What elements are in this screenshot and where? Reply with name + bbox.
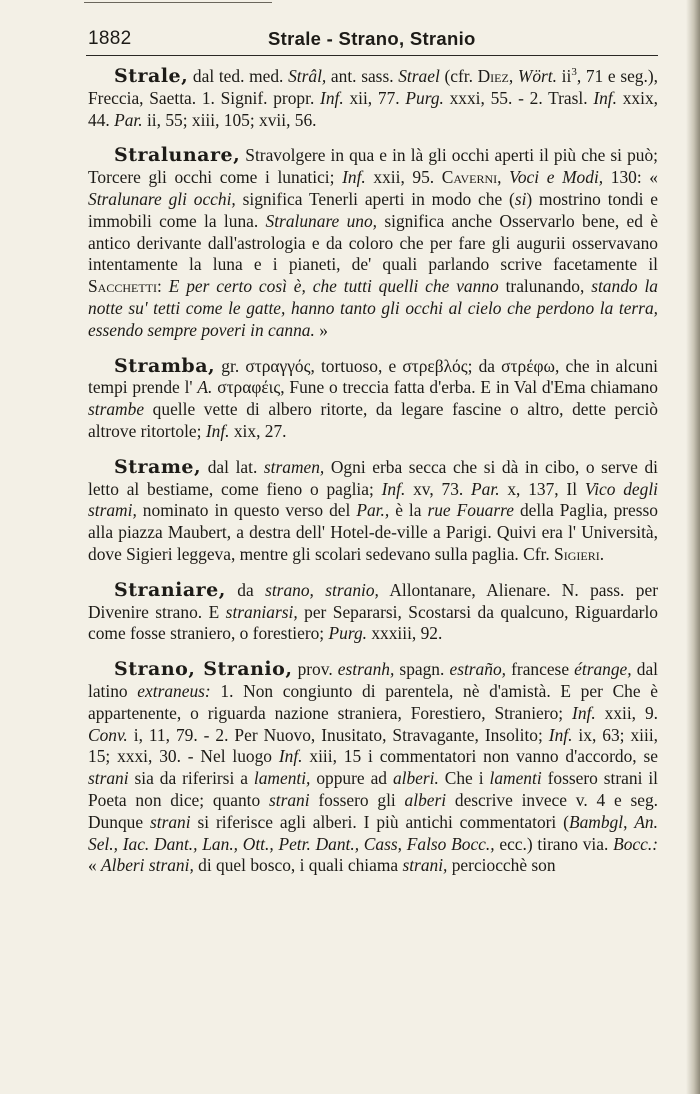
body-text: xiii, 15 i commentatori non vanno d'accordo, se (302, 746, 658, 767)
body-text: , (623, 811, 635, 832)
body-text: x, 137, Il (499, 478, 585, 499)
italic-text: rue Fouarre (427, 500, 514, 521)
body-text: perciocchè son (447, 855, 556, 876)
running-head: Strale - Strano, Stranio (268, 28, 476, 49)
italic-text: extraneus: (137, 680, 211, 701)
italic-text: strambe (88, 399, 145, 420)
body-text: francese (506, 659, 575, 680)
body-text: « (88, 855, 102, 876)
entry-headword: Strale, (114, 65, 189, 87)
italic-text: Strael (398, 66, 440, 86)
body-text: 3 (571, 66, 577, 79)
italic-text: Purg. (328, 623, 367, 644)
italic-text: E per certo così è, che tutti quelli che vanno (168, 276, 499, 297)
body-text: è la (389, 500, 428, 521)
small-caps-name: Sacchetti (88, 276, 157, 297)
body-text: xxii, 95. (365, 167, 442, 188)
body-text: xxii, 9. (595, 702, 658, 723)
italic-text: Par. (114, 109, 143, 130)
italic-text: strani (269, 789, 310, 810)
entry-headword: Strano, Stranio, (114, 658, 293, 681)
italic-text: si (514, 188, 527, 209)
body-text: di quel bosco, i quali chiama (193, 855, 403, 876)
entries-column (88, 66, 658, 891)
italic-text: Inf. (278, 746, 303, 767)
body-text: xix, 27. (229, 420, 287, 441)
body-text: fossero strani il Poeta non dice; quanto (88, 768, 659, 810)
italic-text: Inf. (548, 724, 573, 745)
body-text: significa Tenerli aperti in modo che ( (235, 188, 515, 209)
entry-stralunare (88, 145, 658, 341)
body-text: dal latino (88, 659, 658, 701)
italic-text: Stralunare gli occhi, (88, 188, 236, 209)
entry-strano-stranio (88, 659, 658, 877)
body-text: ecc.) tirano via. (494, 833, 614, 854)
body-text: descrive invece v. 4 e seg. Dunque (88, 789, 658, 832)
italic-text: alberi (404, 789, 447, 810)
italic-text: lamenti (489, 768, 542, 789)
body-text: Ogni erba secca che si dà in cibo, o serve di letto al bestiame, come fieno o paglia; (88, 456, 658, 499)
italic-text: strani (149, 811, 191, 832)
body-text: xxxiii, 92. (366, 623, 443, 644)
body-text: Che i (438, 768, 490, 789)
top-rule (84, 2, 272, 3)
body-text: , 71 e seg.), Freccia, Saetta. 1. Signif. propr. (88, 66, 658, 108)
italic-text: strani (88, 768, 129, 789)
body-text: significa anche Osservarlo bene, ed è antico derivante dall'astrologia e da coloro che per fare gli augurii osservavano intentamente la luna e i pianeti, de' quali parlando scrive facetamente il (88, 210, 658, 275)
italic-text: Inf. (572, 702, 596, 723)
italic-text: Par. (471, 478, 500, 499)
italic-text: A. (197, 377, 213, 398)
italic-text: Par., (356, 500, 390, 521)
italic-text: An. Sel., Iac. Dant., Lan., Ott., Petr. Dant., Cass (88, 811, 658, 854)
header-rule (86, 55, 658, 56)
italic-text: Vico degli strami, (88, 478, 659, 521)
italic-text: Falso Bocc., (406, 833, 495, 854)
entry-straniare (88, 580, 658, 645)
body-text: xii, 77. (343, 87, 406, 108)
body-text: tralunando, (498, 276, 592, 297)
entry-headword: Stramba, (114, 354, 216, 377)
body-text: (cfr. (439, 66, 478, 86)
body-text: xv, 73. (405, 478, 472, 499)
body-text: spagn. (394, 659, 450, 680)
italic-text: Inf. (381, 478, 406, 499)
body-text: nominato in questo verso del (136, 500, 357, 521)
body-text: prov. (292, 659, 338, 680)
body-text: Stravolgere in qua e in là gli occhi aperti il più che si può; Torcere gli occhi come i lunatici; (88, 145, 658, 188)
body-text: fossero gli (309, 789, 405, 810)
italic-text: stando la notte su' tetti come le gatte, hanno tanto gli occhi al cielo che perdono la terra, essendo sempre poveri in canna. (88, 276, 658, 340)
body-text: per Separarsi, Scostarsi da qualcuno, Riguardarlo come fosse straniero, o forestiero; (88, 601, 658, 644)
body-text: i, 11, 79. - 2. Per Nuovo, Inusitato, Stravagante, Insolito; (127, 724, 549, 745)
entry-headword: Stralunare, (114, 144, 241, 167)
body-text: ix, 63; xiii, 15; xxxi, 30. - Nel luogo (88, 724, 658, 767)
italic-text: Conv. (88, 724, 128, 745)
italic-text: stramen, (263, 456, 325, 477)
body-text: da (225, 579, 266, 600)
body-text: , (508, 66, 518, 86)
page-number: 1882 (88, 28, 132, 49)
body-text: 130: « (603, 167, 658, 188)
italic-text: étrange, (574, 659, 632, 680)
entry-body (88, 145, 658, 339)
body-text: si riferisce agli alberi. I più antichi commentatori ( (190, 811, 569, 832)
body-text: sia da riferirsi a (128, 768, 254, 789)
body-text: : (157, 276, 169, 297)
italic-text: strani, (402, 855, 448, 876)
body-text: Allontanare, Alienare. N. pass. per Divenire strano. E (88, 579, 658, 622)
italic-text: Strâl, (288, 66, 327, 86)
italic-text: straniarsi, (225, 601, 298, 622)
small-caps-name: Caverni (441, 167, 498, 188)
body-text: » (314, 319, 328, 340)
italic-text: Inf. (205, 420, 230, 441)
body-text: στραφέις, Fune o treccia fatta d'erba. E in Val d'Ema chiamano (212, 377, 658, 398)
italic-text: Wört. (517, 66, 557, 86)
entry-stramba (88, 356, 658, 443)
italic-text: Alberi strani, (101, 855, 194, 876)
body-text: 1. Non congiunto di parentela, nè d'amistà. E per Che è appartenente, o riguarda nazione straniera, Forestiero, Straniero; (88, 680, 658, 723)
body-text: dal lat. (201, 456, 264, 477)
entry-strale (88, 66, 658, 131)
body-text: ii, 55; xiii, 105; xvii, 56. (142, 109, 317, 130)
italic-text: Inf. (320, 87, 344, 108)
italic-text: estraño, (449, 659, 506, 680)
entry-headword: Strame, (114, 455, 202, 478)
body-text: xxix, 44. (88, 87, 658, 130)
body-text: , (497, 167, 510, 188)
body-text: gr. στραγγός, tortuoso, e στρεβλός; da στρέφω, che in alcuni tempi prende l' (88, 355, 658, 398)
body-text: ant. sass. (326, 66, 399, 86)
italic-text: alberi. (392, 768, 439, 789)
small-caps-name: Sigieri (554, 543, 600, 564)
body-text: della Paglia, presso alla piazza Maubert, a destra dell' Hotel-de-ville a Parigi. Quivi era l' Università, dove Sigieri leggeva, mentre gli scolari sedevano sulla paglia. Cfr. (88, 500, 659, 564)
body-text: oppure ad (310, 768, 393, 789)
italic-text: Voci e Modi, (509, 167, 604, 188)
italic-text: Inf. (342, 167, 366, 188)
entry-strame (88, 457, 658, 566)
entry-headword: Straniare, (114, 578, 226, 601)
italic-text: Bambgl (568, 811, 624, 832)
body-text: , (397, 833, 407, 854)
italic-text: Stralunare uno, (265, 210, 378, 231)
body-text: . (599, 543, 605, 564)
italic-text: Bocc.: (613, 833, 658, 854)
italic-text: strano, stranio, (265, 579, 379, 600)
body-text: ) mostrino tondi e immobili come la luna. (88, 188, 659, 231)
entry-body (88, 659, 658, 875)
italic-text: Inf. (593, 87, 617, 108)
small-caps-name: Diez (477, 66, 509, 86)
italic-text: estranh, (337, 659, 395, 680)
body-text: dal ted. med. (188, 66, 289, 86)
body-text: ii (557, 66, 572, 86)
italic-text: lamenti, (253, 768, 311, 789)
page-edge-shadow (686, 0, 700, 1094)
italic-text: Purg. (405, 87, 444, 108)
body-text: quelle vette di albero ritorte, da legare fascine o altro, dette perciò altrove ritortole; (88, 399, 658, 441)
body-text: xxxi, 55. - 2. Trasl. (443, 87, 594, 108)
page-header (88, 28, 658, 52)
